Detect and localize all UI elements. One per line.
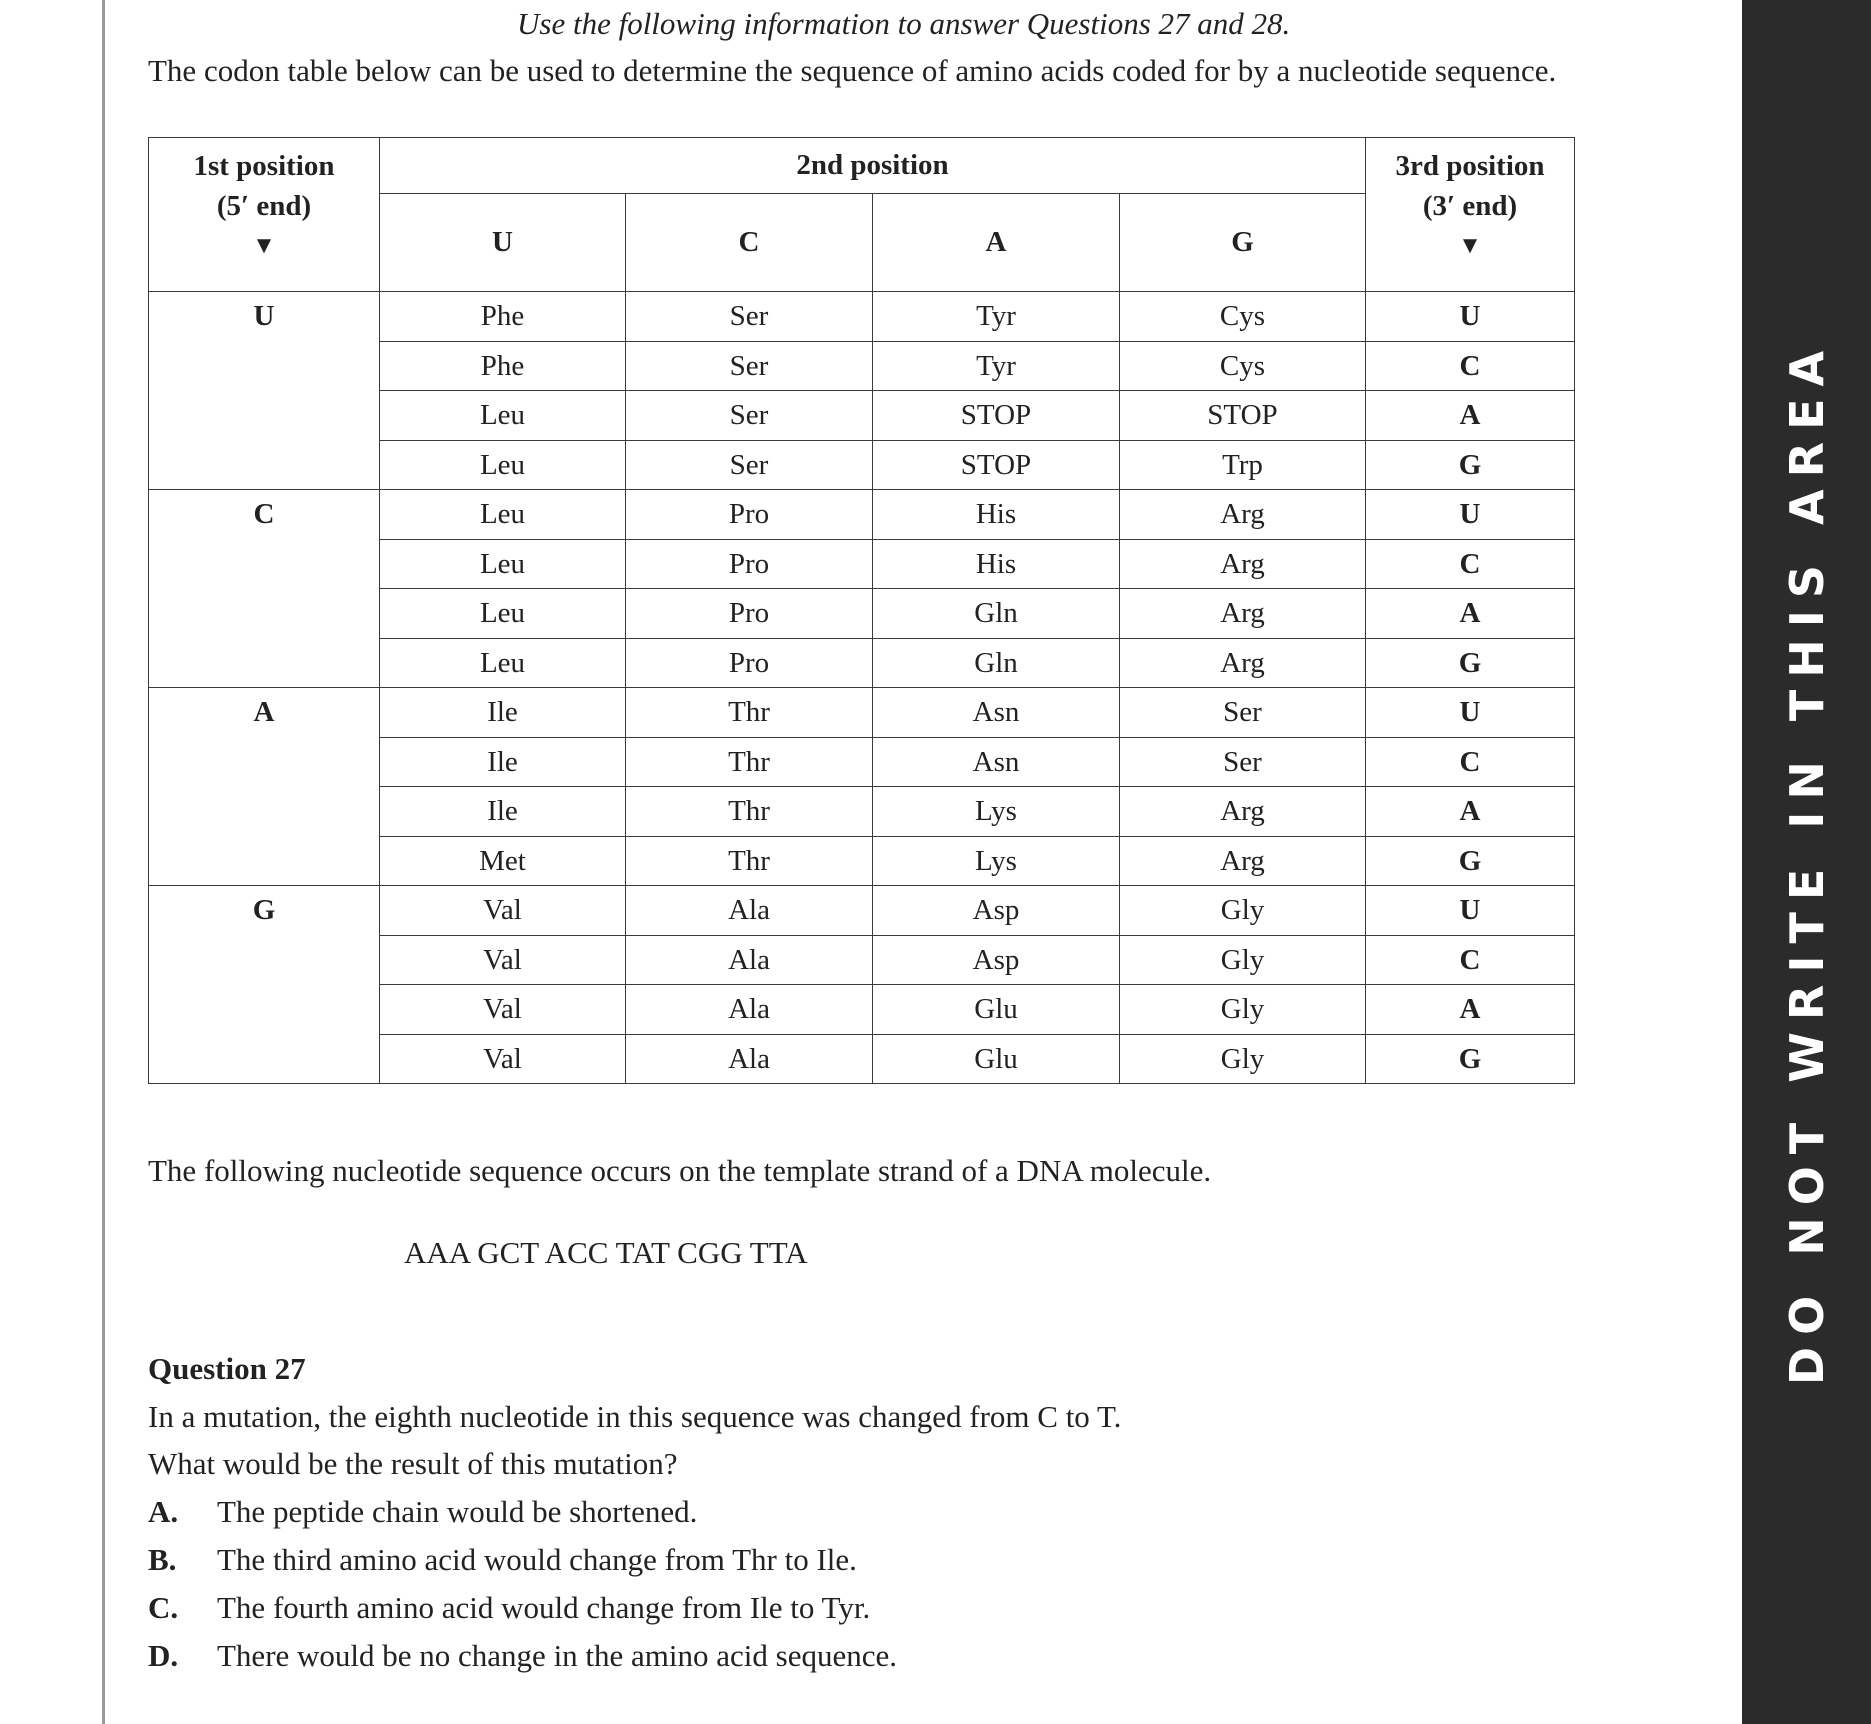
column-header-a: A <box>873 194 1120 292</box>
amino-acid-cell-u: Val <box>380 886 626 936</box>
answer-option-c <box>148 1590 870 1626</box>
down-arrow-icon: ▼ <box>252 233 276 259</box>
table-row <box>149 886 1575 936</box>
amino-acid-cell-u: Phe <box>380 292 626 342</box>
amino-acid-cell-g: Arg <box>1120 836 1366 886</box>
amino-acid-cell-u: Leu <box>380 490 626 540</box>
intro-instruction: Use the following information to answer Questions 27 and 28. <box>517 6 1291 41</box>
first-position-label: 1st position <box>193 150 335 182</box>
amino-acid-cell-c: Thr <box>626 688 873 738</box>
amino-acid-cell-u: Met <box>380 836 626 886</box>
column-header-g: G <box>1120 194 1366 292</box>
amino-acid-cell-g: STOP <box>1120 391 1366 441</box>
third-position-cell: C <box>1366 341 1575 391</box>
amino-acid-cell-g: Gly <box>1120 935 1366 985</box>
third-position-cell: U <box>1366 886 1575 936</box>
first-position-u: U <box>149 292 380 490</box>
third-position-cell: A <box>1366 985 1575 1035</box>
third-position-cell: C <box>1366 539 1575 589</box>
amino-acid-cell-g: Gly <box>1120 886 1366 936</box>
amino-acid-cell-a: Glu <box>873 1034 1120 1084</box>
amino-acid-cell-u: Leu <box>380 638 626 688</box>
amino-acid-cell-u: Ile <box>380 688 626 738</box>
amino-acid-cell-g: Ser <box>1120 737 1366 787</box>
second-position-header: 2nd position <box>380 138 1366 194</box>
amino-acid-cell-a: Gln <box>873 638 1120 688</box>
third-position-header <box>1366 138 1575 292</box>
amino-acid-cell-a: Tyr <box>873 341 1120 391</box>
amino-acid-cell-u: Phe <box>380 341 626 391</box>
amino-acid-cell-a: His <box>873 490 1120 540</box>
amino-acid-cell-g: Ser <box>1120 688 1366 738</box>
amino-acid-cell-a: Asp <box>873 935 1120 985</box>
third-position-cell: G <box>1366 638 1575 688</box>
amino-acid-cell-c: Pro <box>626 490 873 540</box>
amino-acid-cell-c: Pro <box>626 638 873 688</box>
option-text: There would be no change in the amino acid sequence. <box>217 1638 898 1673</box>
amino-acid-cell-u: Leu <box>380 539 626 589</box>
table-header-row <box>149 138 1575 194</box>
amino-acid-cell-u: Val <box>380 985 626 1035</box>
first-position-g: G <box>149 886 380 1084</box>
amino-acid-cell-a: STOP <box>873 440 1120 490</box>
question-stem-line-1: In a mutation, the eighth nucleotide in this sequence was changed from C to T. <box>148 1399 1122 1434</box>
third-position-cell: A <box>1366 589 1575 639</box>
amino-acid-cell-u: Val <box>380 935 626 985</box>
amino-acid-cell-u: Leu <box>380 440 626 490</box>
table-row <box>149 490 1575 540</box>
answer-option-b <box>148 1542 857 1578</box>
amino-acid-cell-g: Arg <box>1120 589 1366 639</box>
amino-acid-cell-a: His <box>873 539 1120 589</box>
question-stem-line-2: What would be the result of this mutation? <box>148 1446 678 1481</box>
column-header-c: C <box>626 194 873 292</box>
amino-acid-cell-a: Glu <box>873 985 1120 1035</box>
amino-acid-cell-a: Tyr <box>873 292 1120 342</box>
amino-acid-cell-g: Gly <box>1120 985 1366 1035</box>
third-position-cell: G <box>1366 1034 1575 1084</box>
first-position-a: A <box>149 688 380 886</box>
left-margin-rule <box>102 0 105 1724</box>
third-position-cell: A <box>1366 391 1575 441</box>
amino-acid-cell-c: Pro <box>626 589 873 639</box>
third-position-cell: U <box>1366 688 1575 738</box>
table-row <box>149 688 1575 738</box>
third-position-cell: G <box>1366 836 1575 886</box>
amino-acid-cell-g: Trp <box>1120 440 1366 490</box>
amino-acid-cell-a: STOP <box>873 391 1120 441</box>
amino-acid-cell-a: Asp <box>873 886 1120 936</box>
amino-acid-cell-c: Ala <box>626 935 873 985</box>
first-position-end: (5′ end) <box>216 190 312 222</box>
amino-acid-cell-a: Lys <box>873 787 1120 837</box>
answer-option-a <box>148 1494 697 1530</box>
amino-acid-cell-u: Ile <box>380 787 626 837</box>
amino-acid-cell-c: Thr <box>626 787 873 837</box>
down-arrow-icon: ▼ <box>1458 233 1482 259</box>
amino-acid-cell-u: Leu <box>380 391 626 441</box>
third-position-cell: U <box>1366 490 1575 540</box>
option-letter: D. <box>148 1638 179 1673</box>
option-text: The peptide chain would be shortened. <box>217 1494 698 1529</box>
amino-acid-cell-g: Arg <box>1120 539 1366 589</box>
third-position-cell: U <box>1366 292 1575 342</box>
amino-acid-cell-c: Thr <box>626 836 873 886</box>
question-title: Question 27 <box>148 1351 306 1386</box>
option-letter: B. <box>148 1542 177 1577</box>
amino-acid-cell-a: Lys <box>873 836 1120 886</box>
margin-warning-text: DO NOT WRITE IN THIS AREA <box>1779 338 1834 1386</box>
third-position-cell: A <box>1366 787 1575 837</box>
codon-table <box>148 137 1575 1084</box>
do-not-write-margin <box>1742 0 1871 1724</box>
third-position-cell: G <box>1366 440 1575 490</box>
first-position-header <box>149 138 380 292</box>
third-position-label: 3rd position <box>1395 150 1545 182</box>
amino-acid-cell-c: Ser <box>626 391 873 441</box>
amino-acid-cell-c: Pro <box>626 539 873 589</box>
template-strand-sentence: The following nucleotide sequence occurs on the template strand of a DNA molecule. <box>148 1153 1212 1188</box>
amino-acid-cell-g: Gly <box>1120 1034 1366 1084</box>
amino-acid-cell-c: Thr <box>626 737 873 787</box>
amino-acid-cell-c: Ala <box>626 886 873 936</box>
amino-acid-cell-a: Asn <box>873 688 1120 738</box>
amino-acid-cell-g: Cys <box>1120 341 1366 391</box>
amino-acid-cell-g: Arg <box>1120 490 1366 540</box>
third-position-cell: C <box>1366 737 1575 787</box>
amino-acid-cell-u: Leu <box>380 589 626 639</box>
table-row <box>149 292 1575 342</box>
third-position-cell: C <box>1366 935 1575 985</box>
amino-acid-cell-c: Ser <box>626 341 873 391</box>
amino-acid-cell-c: Ser <box>626 440 873 490</box>
first-position-c: C <box>149 490 380 688</box>
option-text: The fourth amino acid would change from Ile to Tyr. <box>217 1590 871 1625</box>
column-header-u: U <box>380 194 626 292</box>
answer-option-d <box>148 1638 897 1674</box>
amino-acid-cell-c: Ala <box>626 985 873 1035</box>
option-letter: C. <box>148 1590 179 1625</box>
amino-acid-cell-a: Gln <box>873 589 1120 639</box>
dna-sequence: AAA GCT ACC TAT CGG TTA <box>404 1235 808 1270</box>
amino-acid-cell-g: Arg <box>1120 787 1366 837</box>
third-position-end: (3′ end) <box>1422 190 1518 222</box>
amino-acid-cell-u: Val <box>380 1034 626 1084</box>
amino-acid-cell-a: Asn <box>873 737 1120 787</box>
amino-acid-cell-c: Ala <box>626 1034 873 1084</box>
option-text: The third amino acid would change from Thr to Ile. <box>217 1542 857 1577</box>
amino-acid-cell-g: Cys <box>1120 292 1366 342</box>
amino-acid-cell-c: Ser <box>626 292 873 342</box>
option-letter: A. <box>148 1494 179 1529</box>
amino-acid-cell-g: Arg <box>1120 638 1366 688</box>
lead-paragraph: The codon table below can be used to determine the sequence of amino acids coded for by a nucleotide sequence. <box>148 53 1557 88</box>
amino-acid-cell-u: Ile <box>380 737 626 787</box>
